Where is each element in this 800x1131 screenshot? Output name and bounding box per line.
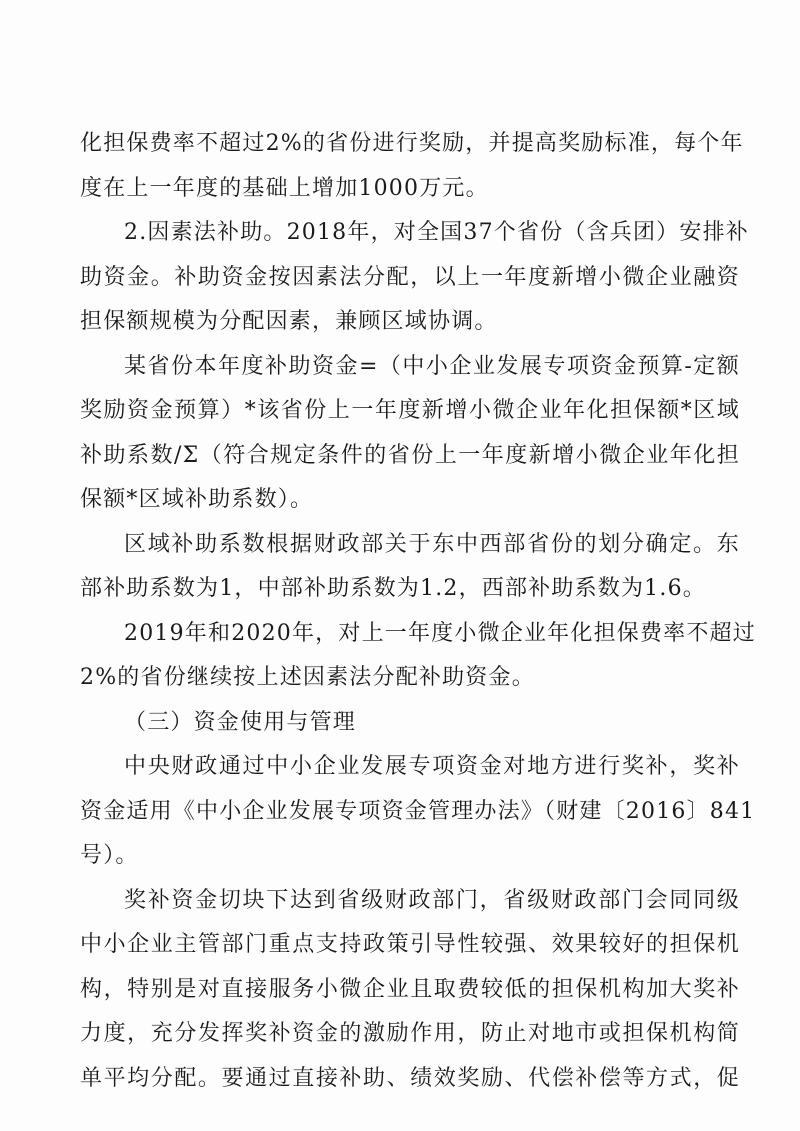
text-line: 奖励资金预算）*该省份上一年度新增小微企业年化担保额*区域 xyxy=(80,398,740,423)
text-line: 助资金。补助资金按因素法分配，以上一年度新增小微企业融资 xyxy=(80,265,740,290)
text-line: 担保额规模为分配因素，兼顾区域协调。 xyxy=(80,309,498,334)
text-line: 构，特别是对直接服务小微企业且取费较低的担保机构加大奖补 xyxy=(80,977,740,1002)
text-line: 力度，充分发挥奖补资金的激励作用，防止对地市或担保机构简 xyxy=(80,1021,740,1046)
text-line: 部补助系数为1，中部补助系数为1.2，西部补助系数为1.6。 xyxy=(80,576,706,601)
text-line: 号）。 xyxy=(80,843,139,868)
text-line: 2.因素法补助。2018年，对全国37个省份（含兵团）安排补 xyxy=(124,220,749,245)
text-line: 中央财政通过中小企业发展专项资金对地方进行奖补，奖补 xyxy=(124,754,740,779)
text-line: 奖补资金切块下达到省级财政部门，省级财政部门会同同级 xyxy=(124,888,740,913)
text-line: 2019年和2020年，对上一年度小微企业年化担保费率不超过 xyxy=(124,621,756,646)
section-heading: （三）资金使用与管理 xyxy=(124,710,357,735)
text-line: 化担保费率不超过2%的省份进行奖励，并提高奖励标准，每个年 xyxy=(80,131,744,156)
text-line: 保额*区域补助系数）。 xyxy=(80,487,314,512)
text-line: 某省份本年度补助资金=（中小企业发展专项资金预算-定额 xyxy=(124,354,740,379)
text-line: 2%的省份继续按上述因素法分配补助资金。 xyxy=(80,665,535,690)
text-line: 度在上一年度的基础上增加1000万元。 xyxy=(80,176,489,201)
text-line: 补助系数/Σ（符合规定条件的省份上一年度新增小微企业年化担 xyxy=(80,443,740,468)
text-line: 单平均分配。要通过直接补助、绩效奖励、代偿补偿等方式，促 xyxy=(80,1066,740,1091)
text-line: 中小企业主管部门重点支持政策引导性较强、效果较好的担保机 xyxy=(80,932,740,957)
text-line: 区域补助系数根据财政部关于东中西部省份的划分确定。东 xyxy=(124,532,740,557)
text-line: 资金适用《中小企业发展专项资金管理办法》（财建〔2016〕841 xyxy=(80,799,756,824)
